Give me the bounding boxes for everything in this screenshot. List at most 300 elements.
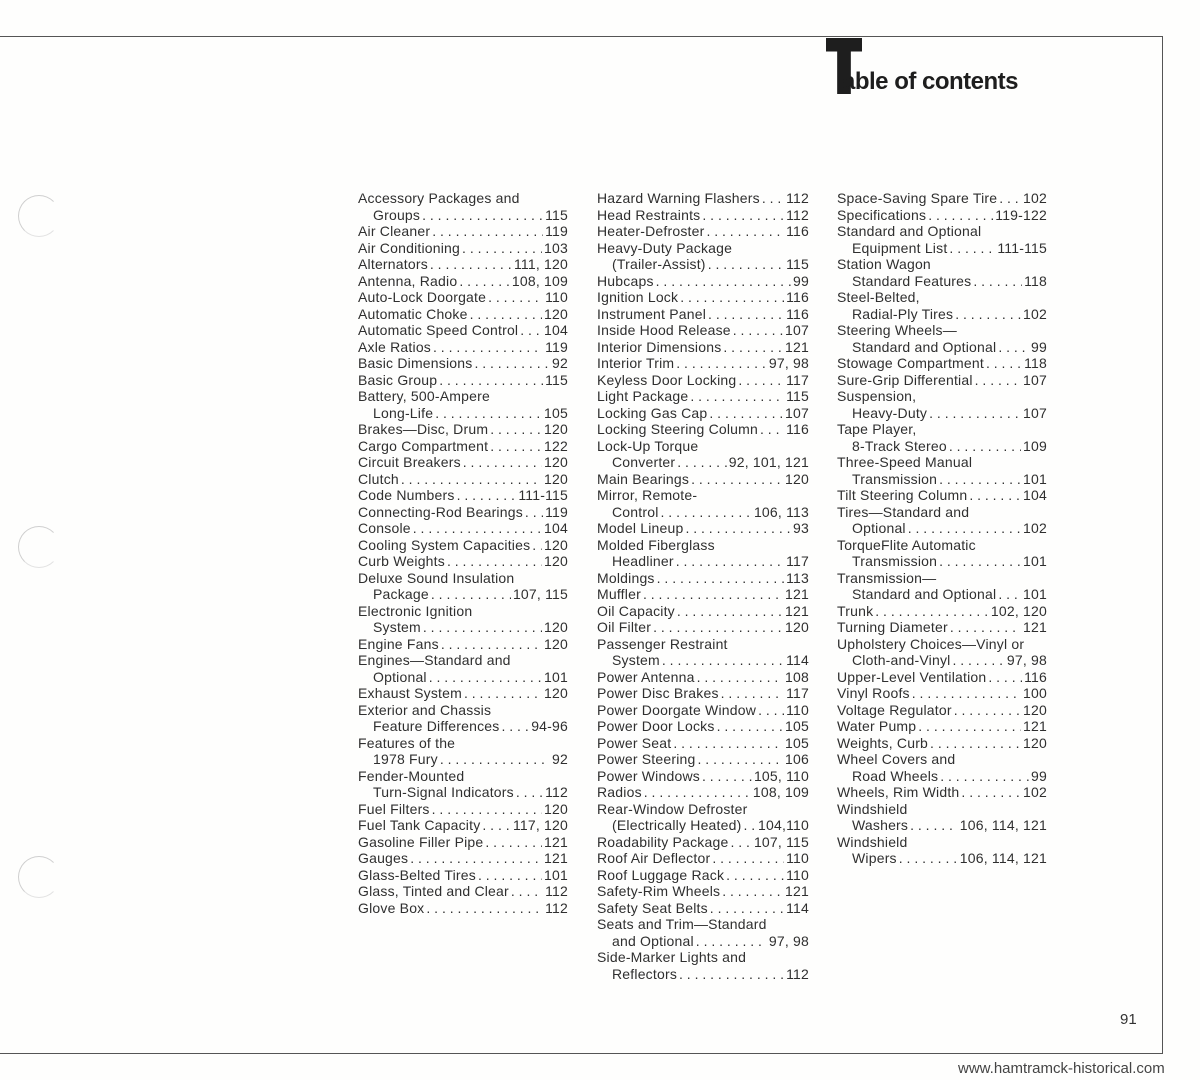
dot-leader <box>482 817 511 834</box>
index-entry-line <box>597 190 809 207</box>
index-entry-pages: 105 <box>785 718 809 734</box>
index-entry-pages: 120 <box>544 553 568 569</box>
dot-leader <box>653 619 783 636</box>
index-entry-topic: Reflectors <box>612 965 678 982</box>
binder-hole-top <box>18 195 60 237</box>
index-entry-topic: Gauges <box>358 850 409 866</box>
index-entry-topic: Long-Life <box>373 404 434 421</box>
index-entry-line-continued <box>597 949 809 966</box>
index-entry-line <box>358 586 568 603</box>
index-entry-topic: Antenna, Radio <box>358 272 458 289</box>
index-entry-line <box>358 883 568 900</box>
index-entry-topic: Wipers <box>852 850 897 866</box>
index-entry-topic: Fender-Mounted <box>358 767 465 784</box>
index-entry-line-continued <box>837 322 1047 339</box>
index-entry-pages: 105, 110 <box>753 767 809 784</box>
index-entry-line <box>358 438 568 455</box>
index-entry <box>597 669 809 686</box>
dot-leader <box>722 883 783 900</box>
index-entry <box>837 751 1047 784</box>
index-entry-line <box>597 619 809 636</box>
binder-hole-bottom <box>18 856 60 898</box>
index-entry-pages: 108, 109 <box>511 272 568 289</box>
dot-leader <box>954 702 1021 719</box>
index-entry-pages: 102 <box>1023 190 1047 206</box>
index-entry-line-continued <box>837 256 1047 273</box>
index-entry <box>837 322 1047 355</box>
dot-leader <box>516 784 543 801</box>
index-entry <box>837 207 1047 224</box>
index-entry-topic: Clutch <box>358 470 399 487</box>
index-entry-line <box>358 520 568 537</box>
index-entry-topic: Auto-Lock Doorgate <box>358 289 487 305</box>
index-entry-topic: Turn-Signal Indicators <box>373 784 514 800</box>
index-entry <box>597 372 809 389</box>
index-entry-line <box>358 850 568 867</box>
dot-leader <box>676 553 784 570</box>
dot-leader <box>673 735 783 752</box>
dot-leader <box>726 867 784 884</box>
index-entry-line <box>837 553 1047 570</box>
index-entry-line <box>597 834 809 851</box>
index-entry-pages: 101 <box>1023 470 1047 487</box>
index-entry <box>837 256 1047 289</box>
index-entry-topic: Lock-Up Torque <box>597 437 699 454</box>
index-entry-line <box>358 207 568 224</box>
index-entry-topic: Headliner <box>612 553 674 569</box>
dot-leader <box>457 487 517 504</box>
index-entry-topic: Oil Capacity <box>597 602 675 619</box>
index-entry-topic: Exterior and Chassis <box>358 701 492 718</box>
index-entry-line <box>358 372 568 389</box>
index-entry <box>358 768 568 801</box>
index-entry-topic: System <box>612 652 660 668</box>
index-entry <box>358 504 568 521</box>
index-entry-pages: 107 <box>1023 371 1047 388</box>
index-entry-topic: Cooling System Capacities <box>358 536 531 553</box>
index-entry-line <box>358 801 568 818</box>
index-entry-pages: 121 <box>785 338 809 355</box>
index-entry-line <box>597 339 809 356</box>
index-entry-line-continued <box>597 537 809 554</box>
index-entry-line <box>837 372 1047 389</box>
index-entry-line <box>597 817 809 834</box>
dot-leader <box>912 685 1021 702</box>
index-entry-line <box>597 421 809 438</box>
index-entry <box>358 454 568 471</box>
index-entry-pages: 105 <box>785 734 809 751</box>
index-entry-line <box>597 586 809 603</box>
index-entry-topic: Fuel Tank Capacity <box>358 817 481 833</box>
index-entry-line <box>597 372 809 389</box>
dot-leader <box>464 685 542 702</box>
index-entry-line-continued <box>358 570 568 587</box>
dot-leader <box>930 735 1021 752</box>
dot-leader <box>949 240 995 257</box>
dot-leader <box>435 405 542 422</box>
dot-leader <box>677 603 783 620</box>
index-entry-pages: 110 <box>786 701 809 718</box>
index-entry-topic: Alternators <box>358 256 428 272</box>
dot-leader <box>679 966 784 983</box>
index-entry-line <box>837 487 1047 504</box>
index-entry <box>597 438 809 471</box>
index-entry <box>837 784 1047 801</box>
index-entry-pages: 120 <box>544 635 568 652</box>
dot-leader <box>986 355 1022 372</box>
index-entry-pages: 112 <box>545 784 568 800</box>
index-entry-topic: Exhaust System <box>358 685 462 701</box>
dot-leader <box>661 504 752 521</box>
index-entry-pages: 119 <box>545 503 568 520</box>
index-entry-pages: 105 <box>544 404 568 421</box>
index-entry <box>837 735 1047 752</box>
index-entry-topic: Windshield <box>837 833 908 850</box>
index-entry <box>597 289 809 306</box>
index-entry-line <box>597 933 809 950</box>
index-entry <box>597 240 809 273</box>
index-entry-pages: 115 <box>786 388 809 404</box>
index-entry-pages: 117, 120 <box>512 817 568 833</box>
index-entry <box>597 273 809 290</box>
dot-leader <box>413 520 542 537</box>
index-entry-pages: 101 <box>544 668 568 685</box>
index-entry-topic: Station Wagon <box>837 256 931 272</box>
index-entry-pages: 120 <box>544 421 568 437</box>
dot-leader <box>730 834 752 851</box>
dot-leader <box>525 504 543 521</box>
dot-leader <box>426 900 543 917</box>
index-entry <box>597 322 809 339</box>
index-entry-topic: Upholstery Choices—Vinyl or <box>837 635 1025 652</box>
index-entry <box>358 537 568 554</box>
index-entry-line <box>597 273 809 290</box>
index-entry-pages: 112 <box>545 899 568 916</box>
index-entry-line-continued <box>837 834 1047 851</box>
dot-leader <box>760 421 784 438</box>
index-column-1 <box>358 190 568 916</box>
index-entry-line <box>597 718 809 735</box>
index-entry-line <box>358 322 568 339</box>
index-entry <box>837 372 1047 389</box>
index-entry <box>597 883 809 900</box>
index-entry <box>358 190 568 223</box>
index-entry-line <box>597 355 809 372</box>
index-entry <box>358 322 568 339</box>
index-entry-topic: Air Conditioning <box>358 239 461 256</box>
index-entry <box>597 718 809 735</box>
index-entry-line <box>358 487 568 504</box>
dot-leader <box>440 751 550 768</box>
index-entry-topic: Stowage Compartment <box>837 355 984 371</box>
index-entry <box>358 471 568 488</box>
index-entry-line <box>358 223 568 240</box>
index-entry-topic: Basic Group <box>358 371 438 388</box>
page-number: 91 <box>1120 1011 1137 1028</box>
dot-leader <box>447 553 542 570</box>
index-entry-line <box>597 207 809 224</box>
index-entry-topic: (Electrically Heated) <box>612 817 742 833</box>
index-entry <box>358 735 568 768</box>
index-entry-line <box>358 421 568 438</box>
dot-leader <box>677 454 726 471</box>
index-entry-topic: Seats and Trim—Standard <box>597 916 767 932</box>
index-entry-line <box>597 289 809 306</box>
index-entry-pages: 117 <box>786 685 809 701</box>
index-entry-topic: Glass-Belted Tires <box>358 866 476 883</box>
index-entry-pages: 121 <box>785 883 809 899</box>
index-entry <box>358 801 568 818</box>
index-entry-topic: Mirror, Remote- <box>597 487 698 503</box>
dot-leader <box>685 520 791 537</box>
index-entry-pages: 109 <box>1023 437 1047 454</box>
dot-leader <box>928 207 993 224</box>
index-entry-topic: Package <box>373 586 429 602</box>
index-entry-line <box>837 355 1047 372</box>
index-entry-topic: Wheels, Rim Width <box>837 784 960 800</box>
index-entry-pages: 118 <box>1024 272 1047 289</box>
index-entry-line-continued <box>837 537 1047 554</box>
dot-leader <box>758 702 784 719</box>
index-entry-topic: TorqueFlite Automatic <box>837 536 976 553</box>
index-entry-pages: 122 <box>544 437 568 454</box>
dot-leader <box>998 339 1029 356</box>
index-entry-topic: Upper-Level Ventilation <box>837 668 987 685</box>
index-entry-topic: Transmission <box>852 470 938 487</box>
index-entry <box>597 603 809 620</box>
index-entry-line <box>837 438 1047 455</box>
index-entry-line <box>597 784 809 801</box>
index-entry-line <box>837 619 1047 636</box>
index-entry-topic: Power Doorgate Window <box>597 701 757 718</box>
index-entry <box>837 537 1047 570</box>
index-entry-pages: 97, 98 <box>768 932 809 949</box>
index-entry-line <box>358 256 568 273</box>
dot-leader <box>762 190 784 207</box>
index-entry-line-continued <box>358 388 568 405</box>
index-entry <box>837 636 1047 669</box>
index-entry-pages: 115 <box>545 371 568 388</box>
index-entry-topic: Steering Wheels— <box>837 322 957 338</box>
index-entry <box>358 834 568 851</box>
index-entry-pages: 111, 120 <box>513 256 568 272</box>
index-entry-topic: Rear-Window Defroster <box>597 800 748 817</box>
index-entry-line <box>597 966 809 983</box>
dot-leader <box>738 372 784 389</box>
index-entry-pages: 120 <box>1023 701 1047 718</box>
dot-leader <box>708 256 784 273</box>
index-entry-pages: 103 <box>544 239 568 256</box>
index-entry-line <box>837 471 1047 488</box>
index-entry-topic: Inside Hood Release <box>597 322 731 338</box>
index-entry-line <box>837 768 1047 785</box>
top-border-rule <box>0 36 1163 37</box>
index-entry-line-continued <box>597 916 809 933</box>
index-entry-line <box>837 240 1047 257</box>
index-entry <box>597 405 809 422</box>
index-entry-topic: Head Restraints <box>597 206 701 223</box>
dot-leader <box>520 322 542 339</box>
index-entry-line <box>597 388 809 405</box>
dot-leader <box>690 388 784 405</box>
index-entry-topic: Model Lineup <box>597 520 684 536</box>
index-entry-line <box>358 751 568 768</box>
index-entry-line <box>597 570 809 587</box>
index-entry-line-continued <box>358 190 568 207</box>
index-entry-topic: 1978 Fury <box>373 751 438 767</box>
index-entry-pages: 99 <box>1031 338 1047 355</box>
index-entry-line <box>597 553 809 570</box>
index-entry-topic: Glass, Tinted and Clear <box>358 883 509 899</box>
index-entry-topic: Oil Filter <box>597 619 652 635</box>
index-entry-pages: 102 <box>1023 305 1047 322</box>
index-entry <box>597 619 809 636</box>
dot-leader <box>698 751 784 768</box>
index-entry-pages: 112 <box>786 206 809 223</box>
index-entry <box>358 883 568 900</box>
index-entry <box>358 223 568 240</box>
index-entry <box>597 784 809 801</box>
index-entry-line <box>358 355 568 372</box>
index-entry-pages: 104 <box>1023 487 1047 503</box>
index-entry-topic: Standard and Optional <box>852 338 997 355</box>
index-entry-topic: Washers <box>852 817 909 833</box>
index-entry-topic: Three-Speed Manual <box>837 454 973 470</box>
index-entry-pages: 119 <box>545 223 568 239</box>
dot-leader <box>706 223 784 240</box>
dot-leader <box>490 438 542 455</box>
index-entry-line <box>597 322 809 339</box>
index-entry-pages: 102 <box>1023 784 1047 800</box>
index-entry-topic: Molded Fiberglass <box>597 536 715 553</box>
index-entry-pages: 121 <box>1023 619 1047 635</box>
index-entry-line-continued <box>837 570 1047 587</box>
index-entry-line-continued <box>358 702 568 719</box>
index-entry-pages: 100 <box>1023 685 1047 701</box>
index-entry-line <box>597 867 809 884</box>
index-entry-line-continued <box>837 751 1047 768</box>
index-entry-topic: Water Pump <box>837 718 917 734</box>
index-entry-topic: Keyless Door Locking <box>597 371 737 388</box>
index-entry-topic: Axle Ratios <box>358 338 432 355</box>
index-entry-topic: Interior Trim <box>597 355 675 371</box>
index-entry-topic: Power Antenna <box>597 668 695 685</box>
index-entry-topic: Hazard Warning Flashers <box>597 190 760 206</box>
dot-leader <box>462 240 542 257</box>
index-entry-topic: Muffler <box>597 586 641 602</box>
index-entry <box>837 685 1047 702</box>
index-entry <box>597 355 809 372</box>
dot-leader <box>969 487 1021 504</box>
index-entry-pages: 121 <box>785 586 809 602</box>
index-entry-line <box>837 850 1047 867</box>
index-entry-topic: Standard Features <box>852 272 972 289</box>
index-entry-pages: 121 <box>544 833 568 850</box>
index-entry <box>597 421 809 438</box>
index-entry-line <box>358 289 568 306</box>
index-entry-pages: 116 <box>786 289 809 305</box>
dot-leader <box>644 784 751 801</box>
index-entry <box>597 768 809 785</box>
dot-leader <box>929 405 1021 422</box>
index-entry <box>358 685 568 702</box>
index-entry <box>837 454 1047 487</box>
dot-leader <box>439 372 543 389</box>
index-entry <box>358 240 568 257</box>
binder-hole-middle <box>18 526 60 568</box>
index-entry <box>358 289 568 306</box>
index-entry-pages: 117 <box>786 553 809 569</box>
dot-leader <box>955 306 1021 323</box>
index-entry-topic: Moldings <box>597 569 655 586</box>
index-entry <box>837 718 1047 735</box>
index-entry-topic: Safety-Rim Wheels <box>597 883 721 899</box>
index-entry-topic: Optional <box>852 520 906 536</box>
index-entry-topic: Tilt Steering Column <box>837 487 968 503</box>
index-entry-topic: Deluxe Sound Insulation <box>358 569 515 586</box>
index-entry-pages: 114 <box>786 899 809 916</box>
dot-leader <box>950 619 1021 636</box>
index-entry-line <box>837 702 1047 719</box>
index-entry <box>358 421 568 438</box>
dot-leader <box>712 850 784 867</box>
index-entry-line <box>597 454 809 471</box>
index-entry-pages: 120 <box>785 619 809 635</box>
index-entry-line-continued <box>597 636 809 653</box>
index-entry <box>837 834 1047 867</box>
index-entry-pages: 94-96 <box>531 718 568 734</box>
index-entry-line-continued <box>358 652 568 669</box>
index-entry <box>597 636 809 669</box>
dot-leader <box>478 867 542 884</box>
dot-leader <box>433 339 543 356</box>
index-entry-topic: Roadability Package <box>597 833 729 850</box>
index-entry-pages: 97, 98 <box>1006 652 1047 668</box>
index-entry-pages: 92 <box>552 751 568 767</box>
index-entry-line <box>358 867 568 884</box>
index-entry-topic: Trunk <box>837 602 874 619</box>
index-entry-line <box>597 669 809 686</box>
dot-leader <box>988 669 1022 686</box>
index-entry-pages: 114 <box>786 652 809 668</box>
index-entry-line-continued <box>837 504 1047 521</box>
index-entry-topic: Voltage Regulator <box>837 701 952 718</box>
index-entry-topic: Interior Dimensions <box>597 338 722 355</box>
index-entry-line <box>597 751 809 768</box>
index-entry-pages: 116 <box>1024 668 1047 685</box>
dot-leader <box>709 405 783 422</box>
index-entry <box>597 388 809 405</box>
dot-leader <box>723 339 783 356</box>
index-entry-topic: Gasoline Filler Pipe <box>358 833 484 850</box>
index-entry <box>597 850 809 867</box>
dot-leader <box>488 289 543 306</box>
site-watermark: www.hamtramck-historical.com <box>958 1060 1165 1077</box>
index-entry-pages: 110 <box>786 850 809 866</box>
index-entry-pages: 119 <box>545 338 568 355</box>
index-entry <box>597 207 809 224</box>
index-entry <box>597 702 809 719</box>
dot-leader <box>999 190 1021 207</box>
index-entry-pages: 121 <box>1023 718 1047 734</box>
index-entry <box>597 223 809 240</box>
index-entry-line <box>837 784 1047 801</box>
index-entry-topic: Tape Player, <box>837 421 917 437</box>
dot-leader <box>432 801 542 818</box>
index-entry-topic: Passenger Restraint <box>597 635 728 652</box>
index-entry-line-continued <box>837 636 1047 653</box>
index-entry-line <box>597 652 809 669</box>
